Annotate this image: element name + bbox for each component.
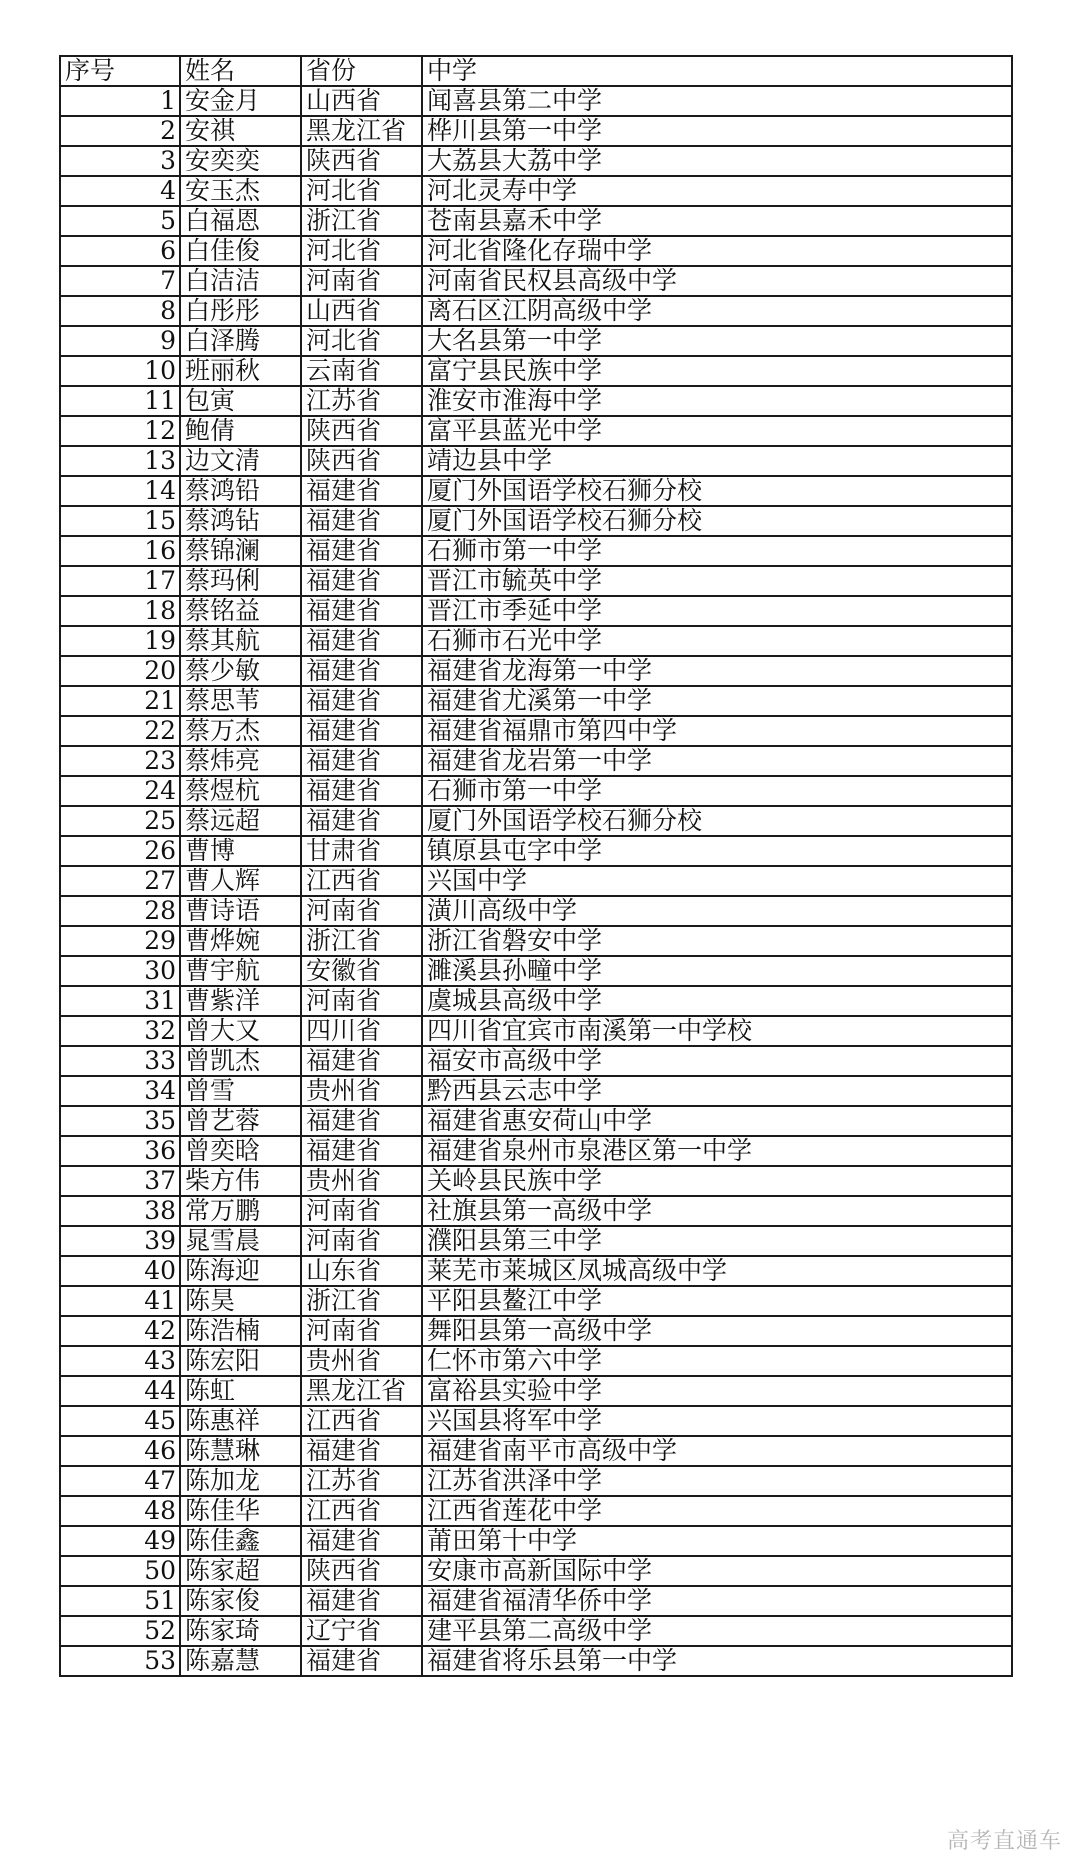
student-name-cell: 曹博: [180, 836, 301, 866]
row-index-cell: 46: [60, 1436, 180, 1466]
table-row: [60, 836, 1012, 866]
school-name-cell: 福安市高级中学: [422, 1046, 1012, 1076]
student-name-cell: 陈嘉慧: [180, 1646, 301, 1676]
row-index-cell: 36: [60, 1136, 180, 1166]
student-name-cell: 蔡铭益: [180, 596, 301, 626]
roster-sheet: [59, 55, 1011, 1677]
table-row: [60, 176, 1012, 206]
student-name-cell: 曾凯杰: [180, 1046, 301, 1076]
province-cell: 河南省: [301, 1226, 422, 1256]
school-name-cell: 平阳县鳌江中学: [422, 1286, 1012, 1316]
province-cell: 江西省: [301, 866, 422, 896]
table-row: [60, 86, 1012, 116]
row-index-cell: 53: [60, 1646, 180, 1676]
table-row: [60, 296, 1012, 326]
school-name-cell: 江西省莲花中学: [422, 1496, 1012, 1526]
table-row: [60, 1346, 1012, 1376]
table-row: [60, 1196, 1012, 1226]
student-name-cell: 蔡万杰: [180, 716, 301, 746]
school-name-cell: 福建省龙岩第一中学: [422, 746, 1012, 776]
table-row: [60, 686, 1012, 716]
province-cell: 福建省: [301, 1526, 422, 1556]
student-name-cell: 蔡锦澜: [180, 536, 301, 566]
student-name-cell: 柴方伟: [180, 1166, 301, 1196]
province-cell: 江西省: [301, 1496, 422, 1526]
student-name-cell: 陈宏阳: [180, 1346, 301, 1376]
table-row: [60, 926, 1012, 956]
row-index-cell: 6: [60, 236, 180, 266]
table-row: [60, 1046, 1012, 1076]
row-index-cell: 39: [60, 1226, 180, 1256]
province-cell: 河北省: [301, 236, 422, 266]
table-row: [60, 1466, 1012, 1496]
student-name-cell: 曹宇航: [180, 956, 301, 986]
school-name-cell: 福建省龙海第一中学: [422, 656, 1012, 686]
student-name-cell: 曹烨婉: [180, 926, 301, 956]
table-row: [60, 1496, 1012, 1526]
school-name-cell: 离石区江阴高级中学: [422, 296, 1012, 326]
row-index-cell: 4: [60, 176, 180, 206]
table-row: [60, 776, 1012, 806]
school-name-cell: 安康市高新国际中学: [422, 1556, 1012, 1586]
province-cell: 陕西省: [301, 146, 422, 176]
school-name-cell: 福建省将乐县第一中学: [422, 1646, 1012, 1676]
table-row: [60, 236, 1012, 266]
province-cell: 山西省: [301, 86, 422, 116]
student-name-cell: 蔡煜杭: [180, 776, 301, 806]
school-name-cell: 兴国县将军中学: [422, 1406, 1012, 1436]
table-row: [60, 1526, 1012, 1556]
student-name-cell: 曾奕晗: [180, 1136, 301, 1166]
table-row: [60, 1376, 1012, 1406]
student-name-cell: 陈海迎: [180, 1256, 301, 1286]
province-cell: 黑龙江省: [301, 116, 422, 146]
row-index-cell: 34: [60, 1076, 180, 1106]
student-name-cell: 安祺: [180, 116, 301, 146]
school-name-cell: 莆田第十中学: [422, 1526, 1012, 1556]
row-index-cell: 8: [60, 296, 180, 326]
row-index-cell: 11: [60, 386, 180, 416]
table-row: [60, 416, 1012, 446]
table-row: [60, 326, 1012, 356]
row-index-cell: 28: [60, 896, 180, 926]
province-cell: 安徽省: [301, 956, 422, 986]
table-row: [60, 1316, 1012, 1346]
province-cell: 贵州省: [301, 1076, 422, 1106]
student-name-cell: 晁雪晨: [180, 1226, 301, 1256]
student-name-cell: 曹诗语: [180, 896, 301, 926]
province-cell: 辽宁省: [301, 1616, 422, 1646]
school-name-cell: 石狮市第一中学: [422, 536, 1012, 566]
school-name-cell: 富平县蓝光中学: [422, 416, 1012, 446]
student-name-cell: 白泽腾: [180, 326, 301, 356]
row-index-cell: 30: [60, 956, 180, 986]
school-name-cell: 靖边县中学: [422, 446, 1012, 476]
province-cell: 贵州省: [301, 1346, 422, 1376]
school-name-cell: 舞阳县第一高级中学: [422, 1316, 1012, 1346]
school-name-cell: 福建省南平市高级中学: [422, 1436, 1012, 1466]
table-row: [60, 356, 1012, 386]
student-name-cell: 蔡鸿铅: [180, 476, 301, 506]
school-name-cell: 富宁县民族中学: [422, 356, 1012, 386]
province-cell: 江苏省: [301, 386, 422, 416]
school-name-cell: 淮安市淮海中学: [422, 386, 1012, 416]
table-row: [60, 536, 1012, 566]
student-name-cell: 蔡少敏: [180, 656, 301, 686]
header-index: 序号: [60, 56, 180, 86]
header-school: 中学: [422, 56, 1012, 86]
table-row: [60, 1406, 1012, 1436]
school-name-cell: 河南省民权县高级中学: [422, 266, 1012, 296]
table-row: [60, 1106, 1012, 1136]
student-name-cell: 曹紫洋: [180, 986, 301, 1016]
row-index-cell: 16: [60, 536, 180, 566]
student-name-cell: 蔡炜亮: [180, 746, 301, 776]
student-name-cell: 常万鹏: [180, 1196, 301, 1226]
row-index-cell: 40: [60, 1256, 180, 1286]
province-cell: 河北省: [301, 326, 422, 356]
table-row: [60, 1436, 1012, 1466]
row-index-cell: 14: [60, 476, 180, 506]
table-row: [60, 386, 1012, 416]
school-name-cell: 大荔县大荔中学: [422, 146, 1012, 176]
school-name-cell: 福建省泉州市泉港区第一中学: [422, 1136, 1012, 1166]
row-index-cell: 35: [60, 1106, 180, 1136]
province-cell: 河南省: [301, 1196, 422, 1226]
row-index-cell: 2: [60, 116, 180, 146]
school-name-cell: 福建省福清华侨中学: [422, 1586, 1012, 1616]
province-cell: 四川省: [301, 1016, 422, 1046]
student-name-cell: 白佳俊: [180, 236, 301, 266]
school-name-cell: 大名县第一中学: [422, 326, 1012, 356]
row-index-cell: 41: [60, 1286, 180, 1316]
school-name-cell: 福建省惠安荷山中学: [422, 1106, 1012, 1136]
province-cell: 福建省: [301, 626, 422, 656]
school-name-cell: 厦门外国语学校石狮分校: [422, 806, 1012, 836]
province-cell: 河北省: [301, 176, 422, 206]
header-row: [60, 56, 1012, 86]
table-row: [60, 866, 1012, 896]
student-name-cell: 陈加龙: [180, 1466, 301, 1496]
student-name-cell: 蔡玛俐: [180, 566, 301, 596]
school-name-cell: 晋江市毓英中学: [422, 566, 1012, 596]
province-cell: 福建省: [301, 536, 422, 566]
province-cell: 贵州省: [301, 1166, 422, 1196]
table-row: [60, 1166, 1012, 1196]
school-name-cell: 福建省尤溪第一中学: [422, 686, 1012, 716]
student-name-cell: 鲍倩: [180, 416, 301, 446]
row-index-cell: 7: [60, 266, 180, 296]
student-name-cell: 安金月: [180, 86, 301, 116]
school-name-cell: 四川省宜宾市南溪第一中学校: [422, 1016, 1012, 1046]
school-name-cell: 桦川县第一中学: [422, 116, 1012, 146]
row-index-cell: 18: [60, 596, 180, 626]
table-row: [60, 446, 1012, 476]
province-cell: 福建省: [301, 746, 422, 776]
student-name-cell: 曾大又: [180, 1016, 301, 1046]
row-index-cell: 3: [60, 146, 180, 176]
table-row: [60, 1616, 1012, 1646]
row-index-cell: 44: [60, 1376, 180, 1406]
student-name-cell: 陈浩楠: [180, 1316, 301, 1346]
province-cell: 浙江省: [301, 926, 422, 956]
province-cell: 福建省: [301, 596, 422, 626]
province-cell: 江西省: [301, 1406, 422, 1436]
province-cell: 福建省: [301, 776, 422, 806]
school-name-cell: 潢川高级中学: [422, 896, 1012, 926]
row-index-cell: 15: [60, 506, 180, 536]
province-cell: 河南省: [301, 1316, 422, 1346]
row-index-cell: 17: [60, 566, 180, 596]
student-name-cell: 陈佳鑫: [180, 1526, 301, 1556]
student-name-cell: 陈家超: [180, 1556, 301, 1586]
province-cell: 福建省: [301, 506, 422, 536]
table-row: [60, 476, 1012, 506]
student-name-cell: 安奕奕: [180, 146, 301, 176]
school-name-cell: 虞城县高级中学: [422, 986, 1012, 1016]
row-index-cell: 23: [60, 746, 180, 776]
row-index-cell: 19: [60, 626, 180, 656]
row-index-cell: 49: [60, 1526, 180, 1556]
table-row: [60, 1226, 1012, 1256]
table-row: [60, 116, 1012, 146]
school-name-cell: 社旗县第一高级中学: [422, 1196, 1012, 1226]
row-index-cell: 38: [60, 1196, 180, 1226]
row-index-cell: 51: [60, 1586, 180, 1616]
student-name-cell: 蔡远超: [180, 806, 301, 836]
province-cell: 福建省: [301, 1106, 422, 1136]
province-cell: 福建省: [301, 1436, 422, 1466]
province-cell: 陕西省: [301, 446, 422, 476]
school-name-cell: 福建省福鼎市第四中学: [422, 716, 1012, 746]
student-name-cell: 陈佳华: [180, 1496, 301, 1526]
table-row: [60, 806, 1012, 836]
row-index-cell: 29: [60, 926, 180, 956]
row-index-cell: 10: [60, 356, 180, 386]
province-cell: 陕西省: [301, 416, 422, 446]
student-name-cell: 白福恩: [180, 206, 301, 236]
school-name-cell: 黔西县云志中学: [422, 1076, 1012, 1106]
student-name-cell: 白洁洁: [180, 266, 301, 296]
row-index-cell: 5: [60, 206, 180, 236]
table-row: [60, 566, 1012, 596]
student-name-cell: 白彤彤: [180, 296, 301, 326]
student-name-cell: 陈慧琳: [180, 1436, 301, 1466]
school-name-cell: 河北省隆化存瑞中学: [422, 236, 1012, 266]
school-name-cell: 浙江省磐安中学: [422, 926, 1012, 956]
province-cell: 浙江省: [301, 206, 422, 236]
row-index-cell: 1: [60, 86, 180, 116]
province-cell: 福建省: [301, 806, 422, 836]
row-index-cell: 42: [60, 1316, 180, 1346]
school-name-cell: 苍南县嘉禾中学: [422, 206, 1012, 236]
student-name-cell: 陈家琦: [180, 1616, 301, 1646]
student-name-cell: 陈昊: [180, 1286, 301, 1316]
table-row: [60, 1646, 1012, 1676]
province-cell: 云南省: [301, 356, 422, 386]
row-index-cell: 24: [60, 776, 180, 806]
province-cell: 福建省: [301, 1136, 422, 1166]
school-name-cell: 富裕县实验中学: [422, 1376, 1012, 1406]
school-name-cell: 兴国中学: [422, 866, 1012, 896]
school-name-cell: 厦门外国语学校石狮分校: [422, 476, 1012, 506]
row-index-cell: 47: [60, 1466, 180, 1496]
roster-table: [59, 55, 1013, 1677]
school-name-cell: 关岭县民族中学: [422, 1166, 1012, 1196]
row-index-cell: 37: [60, 1166, 180, 1196]
student-name-cell: 蔡思苇: [180, 686, 301, 716]
province-cell: 河南省: [301, 986, 422, 1016]
province-cell: 福建省: [301, 476, 422, 506]
school-name-cell: 晋江市季延中学: [422, 596, 1012, 626]
header-name: 姓名: [180, 56, 301, 86]
province-cell: 福建省: [301, 1646, 422, 1676]
student-name-cell: 曾艺蓉: [180, 1106, 301, 1136]
province-cell: 福建省: [301, 716, 422, 746]
school-name-cell: 仁怀市第六中学: [422, 1346, 1012, 1376]
student-name-cell: 陈家俊: [180, 1586, 301, 1616]
row-index-cell: 12: [60, 416, 180, 446]
table-row: [60, 986, 1012, 1016]
student-name-cell: 班丽秋: [180, 356, 301, 386]
row-index-cell: 32: [60, 1016, 180, 1046]
student-name-cell: 曾雪: [180, 1076, 301, 1106]
school-name-cell: 濮阳县第三中学: [422, 1226, 1012, 1256]
province-cell: 山西省: [301, 296, 422, 326]
table-row: [60, 656, 1012, 686]
table-body: [60, 86, 1012, 1676]
table-header: [60, 56, 1012, 86]
school-name-cell: 闻喜县第二中学: [422, 86, 1012, 116]
table-row: [60, 596, 1012, 626]
student-name-cell: 蔡其航: [180, 626, 301, 656]
school-name-cell: 建平县第二高级中学: [422, 1616, 1012, 1646]
table-row: [60, 716, 1012, 746]
province-cell: 甘肃省: [301, 836, 422, 866]
table-row: [60, 146, 1012, 176]
school-name-cell: 石狮市第一中学: [422, 776, 1012, 806]
row-index-cell: 31: [60, 986, 180, 1016]
row-index-cell: 45: [60, 1406, 180, 1436]
row-index-cell: 20: [60, 656, 180, 686]
row-index-cell: 48: [60, 1496, 180, 1526]
row-index-cell: 22: [60, 716, 180, 746]
student-name-cell: 曹人辉: [180, 866, 301, 896]
table-row: [60, 1016, 1012, 1046]
school-name-cell: 厦门外国语学校石狮分校: [422, 506, 1012, 536]
table-row: [60, 1256, 1012, 1286]
table-row: [60, 746, 1012, 776]
student-name-cell: 陈惠祥: [180, 1406, 301, 1436]
table-row: [60, 266, 1012, 296]
row-index-cell: 13: [60, 446, 180, 476]
province-cell: 浙江省: [301, 1286, 422, 1316]
table-row: [60, 1286, 1012, 1316]
table-row: [60, 1586, 1012, 1616]
school-name-cell: 莱芜市莱城区凤城高级中学: [422, 1256, 1012, 1286]
province-cell: 黑龙江省: [301, 1376, 422, 1406]
student-name-cell: 安玉杰: [180, 176, 301, 206]
student-name-cell: 包寅: [180, 386, 301, 416]
province-cell: 江苏省: [301, 1466, 422, 1496]
school-name-cell: 濉溪县孙疃中学: [422, 956, 1012, 986]
row-index-cell: 50: [60, 1556, 180, 1586]
row-index-cell: 43: [60, 1346, 180, 1376]
table-row: [60, 626, 1012, 656]
province-cell: 河南省: [301, 896, 422, 926]
row-index-cell: 25: [60, 806, 180, 836]
province-cell: 福建省: [301, 656, 422, 686]
table-row: [60, 206, 1012, 236]
row-index-cell: 52: [60, 1616, 180, 1646]
row-index-cell: 33: [60, 1046, 180, 1076]
province-cell: 陕西省: [301, 1556, 422, 1586]
table-row: [60, 506, 1012, 536]
school-name-cell: 河北灵寿中学: [422, 176, 1012, 206]
row-index-cell: 27: [60, 866, 180, 896]
province-cell: 山东省: [301, 1256, 422, 1286]
student-name-cell: 蔡鸿钻: [180, 506, 301, 536]
row-index-cell: 9: [60, 326, 180, 356]
watermark: 高考直通车: [946, 1829, 1062, 1854]
header-province: 省份: [301, 56, 422, 86]
table-row: [60, 896, 1012, 926]
school-name-cell: 石狮市石光中学: [422, 626, 1012, 656]
province-cell: 福建省: [301, 566, 422, 596]
table-row: [60, 1136, 1012, 1166]
student-name-cell: 边文清: [180, 446, 301, 476]
table-row: [60, 956, 1012, 986]
school-name-cell: 镇原县屯字中学: [422, 836, 1012, 866]
province-cell: 福建省: [301, 1046, 422, 1076]
table-row: [60, 1076, 1012, 1106]
row-index-cell: 21: [60, 686, 180, 716]
row-index-cell: 26: [60, 836, 180, 866]
province-cell: 河南省: [301, 266, 422, 296]
school-name-cell: 江苏省洪泽中学: [422, 1466, 1012, 1496]
table-row: [60, 1556, 1012, 1586]
province-cell: 福建省: [301, 1586, 422, 1616]
province-cell: 福建省: [301, 686, 422, 716]
student-name-cell: 陈虹: [180, 1376, 301, 1406]
